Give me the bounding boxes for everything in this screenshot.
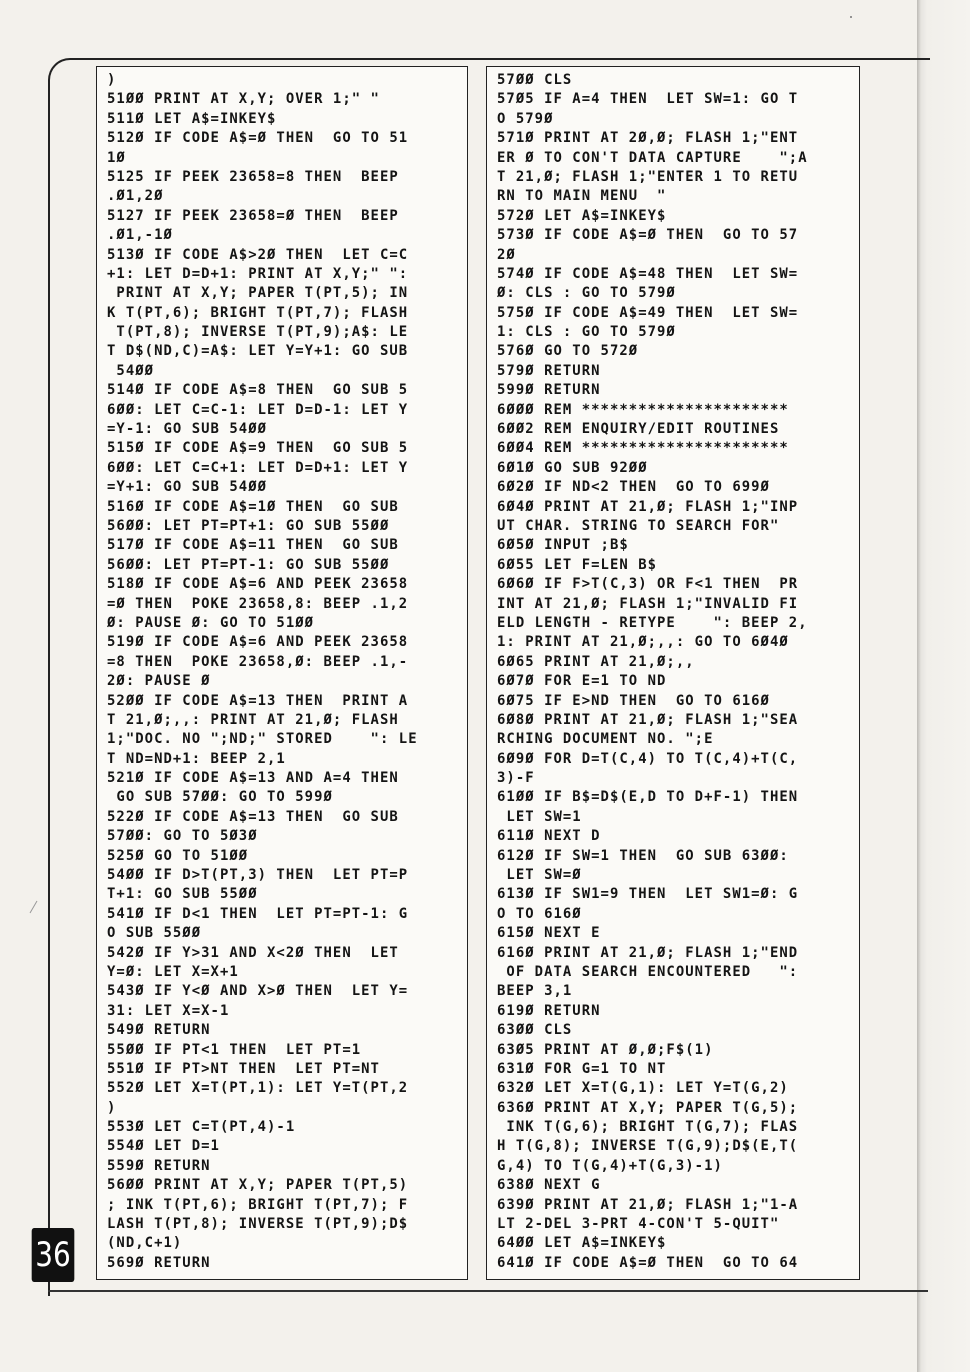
code-line: 57ØØ CLS — [497, 72, 573, 88]
code-line: 6Ø8Ø PRINT AT 21,Ø; FLASH 1;"SEA — [497, 711, 799, 728]
code-line: 574Ø IF CODE A$=48 THEN LET SW= — [497, 265, 799, 282]
code-line: 522Ø IF CODE A$=13 THEN GO SUB — [107, 808, 399, 825]
code-line: INK T(G,6); BRIGHT T(G,7); FLAS — [497, 1119, 799, 1136]
code-line: +1: LET D=D+1: PRINT AT X,Y;" ": — [107, 265, 409, 282]
code-line: 615Ø NEXT E — [497, 925, 601, 942]
code-line: 516Ø IF CODE A$=1Ø THEN GO SUB — [107, 498, 399, 515]
code-lines-right — [497, 71, 808, 1273]
code-line: 54ØØ — [107, 362, 155, 379]
code-line: 5127 IF PEEK 23658=Ø THEN BEEP — [107, 207, 399, 224]
code-line: 572Ø LET A$=INKEY$ — [497, 207, 667, 224]
code-line: LET SW=1 — [497, 808, 582, 825]
code-line: 612Ø IF SW=1 THEN GO SUB 63ØØ: — [497, 847, 789, 864]
code-line: 1: PRINT AT 21,Ø;,,: GO TO 6Ø4Ø — [497, 634, 789, 651]
code-line: 571Ø PRINT AT 2Ø,Ø; FLASH 1;"ENT — [497, 130, 799, 147]
code-line: 6ØØ: LET C=C-1: LET D=D-1: LET Y — [107, 401, 409, 418]
code-line: 616Ø PRINT AT 21,Ø; FLASH 1;"END — [497, 944, 799, 961]
code-line: 576Ø GO TO 572Ø — [497, 343, 639, 360]
code-line: 542Ø IF Y>31 AND X<2Ø THEN LET — [107, 944, 399, 961]
code-line: 549Ø RETURN — [107, 1022, 211, 1039]
code-line: 559Ø RETURN — [107, 1157, 211, 1174]
code-line: 611Ø NEXT D — [497, 828, 601, 845]
code-line: 553Ø LET C=T(PT,4)-1 — [107, 1119, 296, 1136]
code-line: 31: LET X=X-1 — [107, 1002, 230, 1019]
code-line: =Y-1: GO SUB 54ØØ — [107, 421, 268, 438]
code-line: ER Ø TO CON'T DATA CAPTURE ";A — [497, 149, 808, 166]
code-line: 613Ø IF SW1=9 THEN LET SW1=Ø: G — [497, 886, 799, 903]
code-line: O TO 616Ø — [497, 905, 582, 922]
code-line: O SUB 55ØØ — [107, 925, 202, 942]
code-line: INT AT 21,Ø; FLASH 1;"INVALID FI — [497, 595, 799, 612]
code-line: =8 THEN POKE 23658,Ø: BEEP .1,- — [107, 653, 409, 670]
code-line: GO SUB 57ØØ: GO TO 599Ø — [107, 789, 333, 806]
code-line: 632Ø LET X=T(G,1): LET Y=T(G,2) — [497, 1080, 789, 1097]
code-line: 515Ø IF CODE A$=9 THEN GO SUB 5 — [107, 440, 409, 457]
code-line: T D$(ND,C)=A$: LET Y=Y+1: GO SUB — [107, 343, 409, 360]
code-line: 641Ø IF CODE A$=Ø THEN GO TO 64 — [497, 1254, 799, 1271]
code-line: LT 2-DEL 3-PRT 4-CON'T 5-QUIT" — [497, 1216, 780, 1233]
code-line: OF DATA SEARCH ENCOUNTERED ": — [497, 963, 799, 980]
code-line: K T(PT,6); BRIGHT T(PT,7); FLASH — [107, 304, 409, 321]
code-line: 599Ø RETURN — [497, 382, 601, 399]
code-line: 631Ø FOR G=1 TO NT — [497, 1060, 667, 1077]
code-line: 518Ø IF CODE A$=6 AND PEEK 23658 — [107, 576, 409, 593]
code-line: 543Ø IF Y<Ø AND X>Ø THEN LET Y= — [107, 983, 409, 1000]
code-line: 52ØØ IF CODE A$=13 THEN PRINT A — [107, 692, 409, 709]
code-line: 636Ø PRINT AT X,Y; PAPER T(G,5); — [497, 1099, 799, 1116]
code-line: 639Ø PRINT AT 21,Ø; FLASH 1;"1-A — [497, 1196, 799, 1213]
code-line: Ø: CLS : GO TO 579Ø — [497, 285, 676, 302]
code-line: 519Ø IF CODE A$=6 AND PEEK 23658 — [107, 634, 409, 651]
code-line: 569Ø RETURN — [107, 1254, 211, 1271]
code-line: 6ØØ2 REM ENQUIRY/EDIT ROUTINES — [497, 421, 780, 438]
code-line: 63Ø5 PRINT AT Ø,Ø;F$(1) — [497, 1041, 714, 1058]
code-line: T+1: GO SUB 55ØØ — [107, 886, 258, 903]
code-line: 1;"DOC. NO ";ND;" STORED ": LE — [107, 731, 418, 748]
code-line: 512Ø IF CODE A$=Ø THEN GO TO 51 — [107, 130, 409, 147]
code-line: 514Ø IF CODE A$=8 THEN GO SUB 5 — [107, 382, 409, 399]
code-line: ; INK T(PT,6); BRIGHT T(PT,7); F — [107, 1196, 409, 1213]
code-line: 64ØØ LET A$=INKEY$ — [497, 1235, 667, 1252]
code-line: .Ø1,2Ø — [107, 188, 164, 205]
code-line: T 21,Ø;,,: PRINT AT 21,Ø; FLASH — [107, 711, 399, 728]
code-line: (ND,C+1) — [107, 1235, 183, 1252]
code-line: 5125 IF PEEK 23658=8 THEN BEEP — [107, 168, 399, 185]
code-line: 554Ø LET D=1 — [107, 1138, 220, 1155]
code-line: 3)-F — [497, 770, 535, 787]
code-line: T ND=ND+1: BEEP 2,1 — [107, 750, 286, 767]
code-line: 6Ø4Ø PRINT AT 21,Ø; FLASH 1;"INP — [497, 498, 799, 515]
code-line: 573Ø IF CODE A$=Ø THEN GO TO 57 — [497, 227, 799, 244]
code-line: 6Ø65 PRINT AT 21,Ø;,, — [497, 653, 695, 670]
page-frame-bottom-rule — [48, 1290, 928, 1292]
code-line: LASH T(PT,8); INVERSE T(PT,9);D$ — [107, 1216, 409, 1233]
code-line: 57ØØ: GO TO 5Ø3Ø — [107, 828, 258, 845]
code-line: G,4) TO T(G,4)+T(G,3)-1) — [497, 1157, 723, 1174]
code-line: 575Ø IF CODE A$=49 THEN LET SW= — [497, 304, 799, 321]
code-line: 638Ø NEXT G — [497, 1177, 601, 1194]
paper-speck — [850, 16, 852, 18]
code-line: O 579Ø — [497, 110, 554, 127]
code-line: 6Ø7Ø FOR E=1 TO ND — [497, 673, 667, 690]
paper-mark — [30, 901, 38, 914]
code-line: 517Ø IF CODE A$=11 THEN GO SUB — [107, 537, 399, 554]
code-line: 521Ø IF CODE A$=13 AND A=4 THEN — [107, 770, 399, 787]
code-line: 541Ø IF D<1 THEN LET PT=PT-1: G — [107, 905, 409, 922]
code-line: 55ØØ IF PT<1 THEN LET PT=1 — [107, 1041, 362, 1058]
code-line: 525Ø GO TO 51ØØ — [107, 847, 249, 864]
code-line: 1: CLS : GO TO 579Ø — [497, 324, 676, 341]
code-line: H T(G,8); INVERSE T(G,9);D$(E,T( — [497, 1138, 799, 1155]
code-line: 6Ø6Ø IF F>T(C,3) OR F<1 THEN PR — [497, 576, 799, 593]
code-line: 513Ø IF CODE A$>2Ø THEN LET C=C — [107, 246, 409, 263]
code-line: RN TO MAIN MENU " — [497, 188, 667, 205]
code-line: 579Ø RETURN — [497, 362, 601, 379]
code-line: 56ØØ: LET PT=PT-1: GO SUB 55ØØ — [107, 556, 390, 573]
code-line: 56ØØ: LET PT=PT+1: GO SUB 55ØØ — [107, 517, 390, 534]
code-line: ) — [107, 72, 117, 88]
code-line: 6Ø9Ø FOR D=T(C,4) TO T(C,4)+T(C, — [497, 750, 799, 767]
code-line: 2Ø: PAUSE Ø — [107, 673, 211, 690]
code-line: PRINT AT X,Y; PAPER T(PT,5); IN — [107, 285, 409, 302]
code-line: T(PT,8); INVERSE T(PT,9);A$: LE — [107, 324, 409, 341]
code-line: 1Ø — [107, 149, 126, 166]
code-line: 6Ø5Ø INPUT ;B$ — [497, 537, 629, 554]
code-line: 6Ø2Ø IF ND<2 THEN GO TO 699Ø — [497, 479, 770, 496]
code-line: 6ØØ4 REM ********************** — [497, 440, 789, 457]
code-line: .Ø1,-1Ø — [107, 227, 173, 244]
code-line: LET SW=Ø — [497, 867, 582, 884]
code-line: 57Ø5 IF A=4 THEN LET SW=1: GO T — [497, 91, 799, 108]
code-line: 61ØØ IF B$=D$(E,D TO D+F-1) THEN — [497, 789, 799, 806]
code-line: Y=Ø: LET X=X+1 — [107, 963, 239, 980]
code-lines-left — [107, 71, 418, 1273]
code-line: 51ØØ PRINT AT X,Y; OVER 1;" " — [107, 91, 380, 108]
code-line: 54ØØ IF D>T(PT,3) THEN LET PT=P — [107, 867, 409, 884]
code-line: Ø: PAUSE Ø: GO TO 51ØØ — [107, 614, 315, 631]
code-line: RCHING DOCUMENT NO. ";E — [497, 731, 714, 748]
code-line: 619Ø RETURN — [497, 1002, 601, 1019]
listing-column-left — [96, 66, 468, 1280]
code-line: 6Ø1Ø GO SUB 92ØØ — [497, 459, 648, 476]
code-line: ELD LENGTH - RETYPE ": BEEP 2, — [497, 614, 808, 631]
code-line: 6ØØØ REM ********************** — [497, 401, 789, 418]
code-line: 2Ø — [497, 246, 516, 263]
code-line: =Ø THEN POKE 23658,8: BEEP .1,2 — [107, 595, 409, 612]
code-line: 56ØØ PRINT AT X,Y; PAPER T(PT,5) — [107, 1177, 409, 1194]
code-line: 6ØØ: LET C=C+1: LET D=D+1: LET Y — [107, 459, 409, 476]
page-number-badge: 36 — [32, 1228, 75, 1282]
code-line: 6Ø75 IF E>ND THEN GO TO 616Ø — [497, 692, 770, 709]
code-line: UT CHAR. STRING TO SEARCH FOR" — [497, 517, 780, 534]
code-line: ) — [107, 1099, 117, 1116]
code-line: T 21,Ø; FLASH 1;"ENTER 1 TO RETU — [497, 168, 799, 185]
code-line: 6Ø55 LET F=LEN B$ — [497, 556, 658, 573]
code-line: 511Ø LET A$=INKEY$ — [107, 110, 277, 127]
code-line: =Y+1: GO SUB 54ØØ — [107, 479, 268, 496]
listing-column-right — [486, 66, 860, 1280]
code-line: 63ØØ CLS — [497, 1022, 573, 1039]
code-line: 551Ø IF PT>NT THEN LET PT=NT — [107, 1060, 380, 1077]
code-line: 552Ø LET X=T(PT,1): LET Y=T(PT,2 — [107, 1080, 409, 1097]
code-line: BEEP 3,1 — [497, 983, 573, 1000]
